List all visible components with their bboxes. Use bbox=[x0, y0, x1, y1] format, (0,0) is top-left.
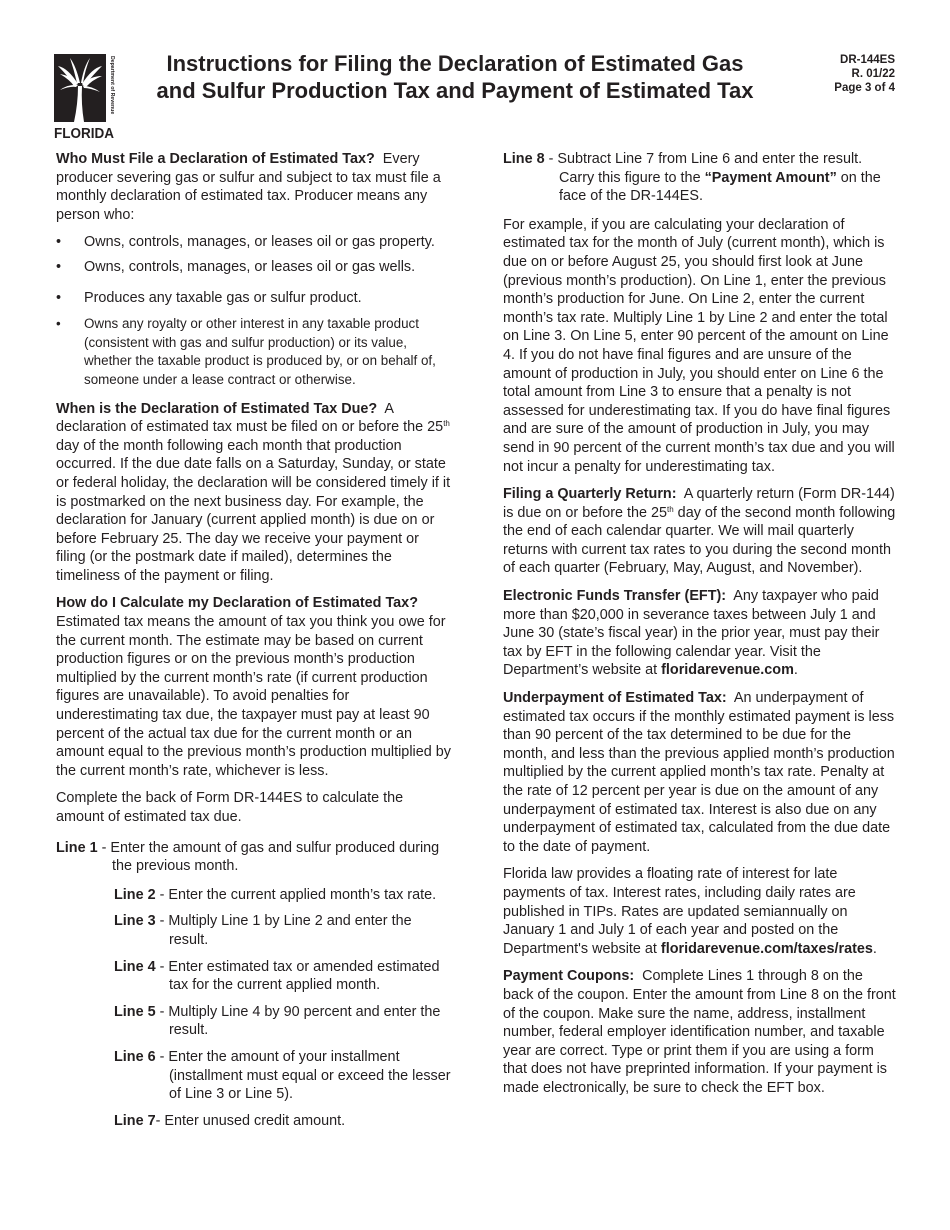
bullet-item: • Owns, controls, manages, or leases oil or gas wells. bbox=[56, 258, 451, 277]
underpayment-text: An underpayment of estimated tax occurs if the monthly estimated payment is less than 90 percent of the tax determined to be due for the month, and less than the previous applied month’s production multiplied by the current applied month’s tax rate. Penalty at the rate of 12 percent per year is due on the amount of any underpayment of estimated tax. Interest is also due on any underpayment of estimated tax, calculated from the due date to the date of payment. bbox=[503, 690, 895, 855]
line-separator: - bbox=[155, 1003, 169, 1020]
florida-dor-logo bbox=[54, 54, 116, 140]
line-text: Enter the current applied month’s tax rate. bbox=[168, 886, 437, 903]
who-must-file-section bbox=[56, 150, 451, 224]
how-calculate-text: Estimated tax means the amount of tax you think you owe for the current month. The estimate may be based on current production figures or on the previous month’s production multiplied by the current month’s rate (if current production figures are unavailable). To avoid penalties for underestimating tax due, the taxpayer must pay at least 90 percent of the actual tax due for the current month or an amount equal to the previous month’s production multiplied by the current month’s rate, whichever is less. bbox=[56, 614, 451, 779]
line-separator: - bbox=[155, 958, 169, 975]
line-text: Multiply Line 4 by 90 percent and enter the result. bbox=[168, 1003, 441, 1039]
line-separator: - bbox=[155, 1112, 165, 1129]
line-label: Line 8 bbox=[503, 151, 545, 167]
how-calculate-heading: How do I Calculate my Declaration of Estimated Tax? bbox=[56, 595, 418, 612]
line-label: Line 7 bbox=[114, 1112, 156, 1129]
logo-side-text: Department of Revenue bbox=[109, 56, 115, 115]
who-must-file-heading: Who Must File a Declaration of Estimated Tax? bbox=[56, 151, 375, 167]
interest-section bbox=[503, 865, 896, 958]
payment-amount-emphasis: “Payment Amount” bbox=[704, 169, 837, 186]
eft-heading: Electronic Funds Transfer (EFT): bbox=[503, 588, 727, 605]
quarterly-text-a: A quarterly return (Form DR-144) is due on or before the 25 bbox=[503, 486, 895, 521]
line-text: Enter the amount of gas and sulfur produced during the previous month. bbox=[110, 839, 440, 875]
underpayment-heading: Underpayment of Estimated Tax: bbox=[503, 690, 727, 707]
period: . bbox=[872, 940, 877, 957]
when-due-section bbox=[56, 400, 451, 586]
when-due-text-b: day of the month following each month that production occurred. If the due date falls on a Saturday, Sunday, or state or federal holiday, the declaration will be considered timely if it is postmarked on the next business day. For example, the declaration for January (current applied month) is due on or before February 25. The day we receive your payment or filing (or the postmark date if mailed), determines the timeliness of the payment or filing. bbox=[56, 437, 451, 584]
eft-text: Any taxpayer who paid more than $20,000 in severance taxes between July 1 and June 30 (state’s fiscal year) in the prior year, must pay their tax by EFT in the following calendar year. Visit the Department’s website at bbox=[503, 588, 880, 679]
payment-coupons-text: Complete Lines 1 through 8 on the back of the coupon. Enter the amount from Line 8 on the front of the coupon. Make sure the name, address, installment number, federal employer identification number, and taxable year are correct. Type or print them if you are using a form that does not have preprinted information. If your payment is made electronically, be sure to check the EFT box. bbox=[503, 968, 896, 1096]
line-separator: - bbox=[97, 839, 111, 856]
payment-coupons-section bbox=[503, 967, 896, 1097]
complete-back-text: Complete the back of Form DR-144ES to calculate the amount of estimated tax due. bbox=[56, 790, 404, 825]
how-calculate-section bbox=[56, 594, 451, 780]
line-instruction bbox=[114, 912, 451, 949]
interest-text: Florida law provides a floating rate of interest for late payments of tax. Interest rates, including daily rates are published in TIPs. Rates are updated semiannually on January 1 and July 1 of each year and posted on the Department's website at bbox=[503, 866, 856, 957]
line-instruction bbox=[114, 1048, 451, 1104]
line-separator: - bbox=[155, 1048, 169, 1065]
when-due-text-a: A declaration of estimated tax must be filed on or before the 25 bbox=[56, 400, 444, 436]
rates-link: floridarevenue.com/taxes/rates bbox=[660, 940, 873, 957]
line-separator: - bbox=[155, 913, 169, 930]
ordinal-suffix: th bbox=[443, 419, 450, 429]
line-label: Line 2 bbox=[114, 886, 156, 903]
bullet-item: • Produces any taxable gas or sulfur product. bbox=[56, 289, 451, 308]
line-text: Enter estimated tax or amended estimated tax for the current applied month. bbox=[168, 958, 440, 994]
eft-section bbox=[503, 587, 896, 680]
line-8-text-b: on the face of the DR-144ES. bbox=[559, 169, 881, 205]
line-label: Line 6 bbox=[114, 1048, 156, 1065]
quarterly-return-section bbox=[503, 485, 896, 578]
example-paragraph: For example, if you are calculating your declaration of estimated tax for the month of July (current month), which is due on or before August 25, you should first look at June (previous month’s production). On Line 1, enter the previous month’s production for June. On Line 2, enter the current month’s tax rate. Multiply Line 1 by Line 2 and enter the total on Line 3. On Line 5, enter 90 percent of the amount on Line 4. If you do not have final figures and are unsure of the amount of production in July, you should enter on Line 6 the total amount from Line 3 to ensure that a penalty is not assessed for underestimating tax. If you do have final figures and are sure of the amount of production in July, you may send in 90 percent of the current month’s tax due and you will not incur a penalty for underestimating tax. bbox=[503, 216, 895, 475]
line-label: Line 5 bbox=[114, 1003, 156, 1020]
quarterly-return-heading: Filing a Quarterly Return: bbox=[503, 486, 677, 503]
underpayment-section bbox=[503, 689, 896, 856]
line-text: Enter the amount of your installment (installment must equal or exceed the lesser of Line 3 or Line 5). bbox=[168, 1048, 451, 1103]
producer-bullet-list bbox=[56, 233, 451, 389]
who-must-file-text: Every producer severing gas or sulfur and subject to tax must file a monthly declaration of estimated tax. Producer means any person who: bbox=[56, 151, 441, 223]
line-8-instruction bbox=[503, 150, 896, 206]
form-revision: R. 01/22 bbox=[851, 68, 895, 80]
line-text: Multiply Line 1 by Line 2 and enter the result. bbox=[168, 913, 412, 948]
form-number: DR-144ES bbox=[840, 54, 895, 66]
line-instruction bbox=[114, 1003, 451, 1040]
line-instruction bbox=[114, 1112, 451, 1131]
line-instruction bbox=[114, 886, 451, 905]
line-instruction bbox=[114, 958, 451, 995]
title-line-1: Instructions for Filing the Declaration of Estimated Gas bbox=[166, 51, 744, 76]
left-column bbox=[56, 150, 451, 1138]
logo-florida-text: FLORIDA bbox=[54, 126, 115, 140]
line-label: Line 1 bbox=[56, 839, 98, 856]
palm-tree-icon bbox=[54, 54, 116, 140]
website-link: floridarevenue.com bbox=[661, 662, 794, 679]
bullet-item: • Owns, controls, manages, or leases oil or gas property. bbox=[56, 233, 451, 252]
line-separator: - bbox=[155, 886, 169, 903]
right-column bbox=[503, 150, 896, 1107]
payment-coupons-heading: Payment Coupons: bbox=[503, 968, 635, 985]
when-due-heading: When is the Declaration of Estimated Tax Due? bbox=[56, 400, 378, 417]
line-label: Line 3 bbox=[114, 913, 156, 930]
line-separator: - bbox=[544, 151, 558, 167]
ordinal-suffix: th bbox=[667, 504, 674, 514]
quarterly-text-b: day of the second month following the end of each calendar quarter. We will mail quarterly returns with current tax rates to you during the second month of each quarter (February, May, August, and November). bbox=[503, 504, 896, 577]
title-line-2: and Sulfur Production Tax and Payment of Estimated Tax bbox=[156, 78, 754, 103]
bullet-item: • Owns any royalty or other interest in any taxable product (consistent with gas and sulfur production) or its value, whether the taxable product is produced by, or on behalf of, someone under a lease contract or otherwise. bbox=[56, 315, 451, 389]
line-8-text-a: Subtract Line 7 from Line 6 and enter the result. Carry this figure to the bbox=[557, 151, 863, 186]
form-identifier bbox=[834, 53, 895, 95]
line-instruction bbox=[56, 839, 451, 876]
period: . bbox=[793, 662, 798, 679]
page-title bbox=[140, 50, 770, 104]
page-number: Page 3 of 4 bbox=[834, 82, 895, 94]
line-text: Enter unused credit amount. bbox=[164, 1112, 346, 1129]
line-label: Line 4 bbox=[114, 958, 156, 975]
